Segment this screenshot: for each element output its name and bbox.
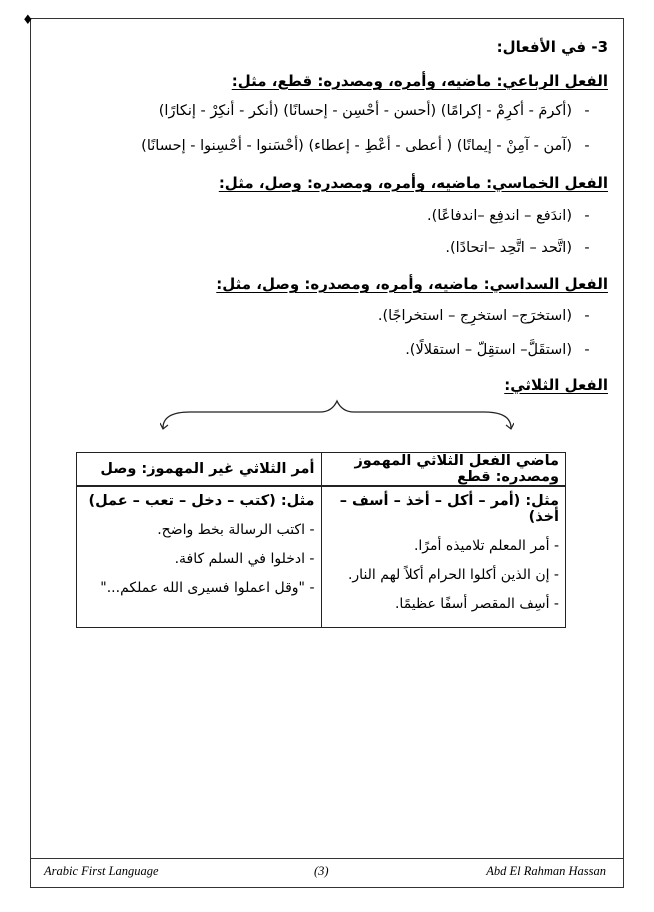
footer-left: Arabic First Language bbox=[44, 864, 159, 878]
section-title: 3- في الأفعال: bbox=[496, 38, 608, 56]
quint-heading: الفعل الخماسي: ماضيه، وأمره، ومصدره: وصل، مثل: bbox=[218, 174, 608, 192]
col2-example: - اكتب الرسالة بخط واضح. bbox=[157, 522, 315, 538]
col1-example: - إن الذين أكلوا الحرام أكلاً لهم النار. bbox=[347, 567, 559, 583]
quint-line-2: -(اتَّحد – اتَّحِد –اتحادًا). bbox=[445, 240, 590, 256]
curly-brace-icon bbox=[160, 398, 514, 432]
col1-example: - أسِف المقصر أسفًا عظيمًا. bbox=[394, 596, 559, 612]
col1-example: - أمر المعلم تلاميذه أمرًا. bbox=[413, 538, 559, 554]
verbs-table bbox=[76, 452, 566, 628]
col1-cell bbox=[321, 486, 566, 628]
sext-heading: الفعل السداسي: ماضيه، وأمره، ومصدره: وصل، مثل: bbox=[216, 275, 608, 293]
col2-header: أمر الثلاثي غير المهموز: وصل bbox=[77, 453, 322, 487]
sext-line-2: -(استقَلَّ– استقِلّ – استقلالًا). bbox=[405, 342, 590, 358]
page-number: (3) bbox=[314, 864, 329, 878]
col2-examples-head: مثل: (كتب – دخل – تعب – عمل) bbox=[88, 493, 315, 509]
quint-line-1: -(اندَفع – اندفِع –اندفاعًا). bbox=[427, 208, 590, 224]
col2-example: - ادخلوا في السلم كافة. bbox=[174, 551, 315, 567]
col2-example: - "وقل اعملوا فسيرى الله عملكم..." bbox=[100, 580, 315, 596]
col1-examples-head: مثل: (أمر – أكل – أخذ – أسف – أخذ) bbox=[339, 493, 559, 525]
sext-line-1: -(استخرَج– استخرِج – استخراجًا). bbox=[377, 308, 590, 324]
trilit-heading: الفعل الثلاثي: bbox=[504, 376, 608, 394]
col2-cell bbox=[77, 486, 322, 628]
col1-header: ماضي الفعل الثلاثي المهموز ومصدره: قطع bbox=[321, 453, 566, 487]
footer-right: Abd El Rahman Hassan bbox=[486, 864, 606, 878]
quad-line-1: -(أكرمَ - أكرِمْ - إكرامًا) (أحسن - أحْسِن - إحسانًا) (أنكر - أنكِرْ - إنكارًا) bbox=[158, 103, 590, 119]
quad-line-2: -(آمن - آمِنْ - إيمانًا) ( أعطى - أعْطِ - إعطاء) (أحْسَنوا - أحْسِنوا - إحسانًا) bbox=[141, 138, 590, 154]
corner-mark-icon: ♦ bbox=[22, 13, 34, 28]
quad-heading: الفعل الرباعي: ماضيه، وأمره، ومصدره: قطع، مثل: bbox=[231, 72, 608, 90]
footer-divider bbox=[30, 858, 624, 859]
